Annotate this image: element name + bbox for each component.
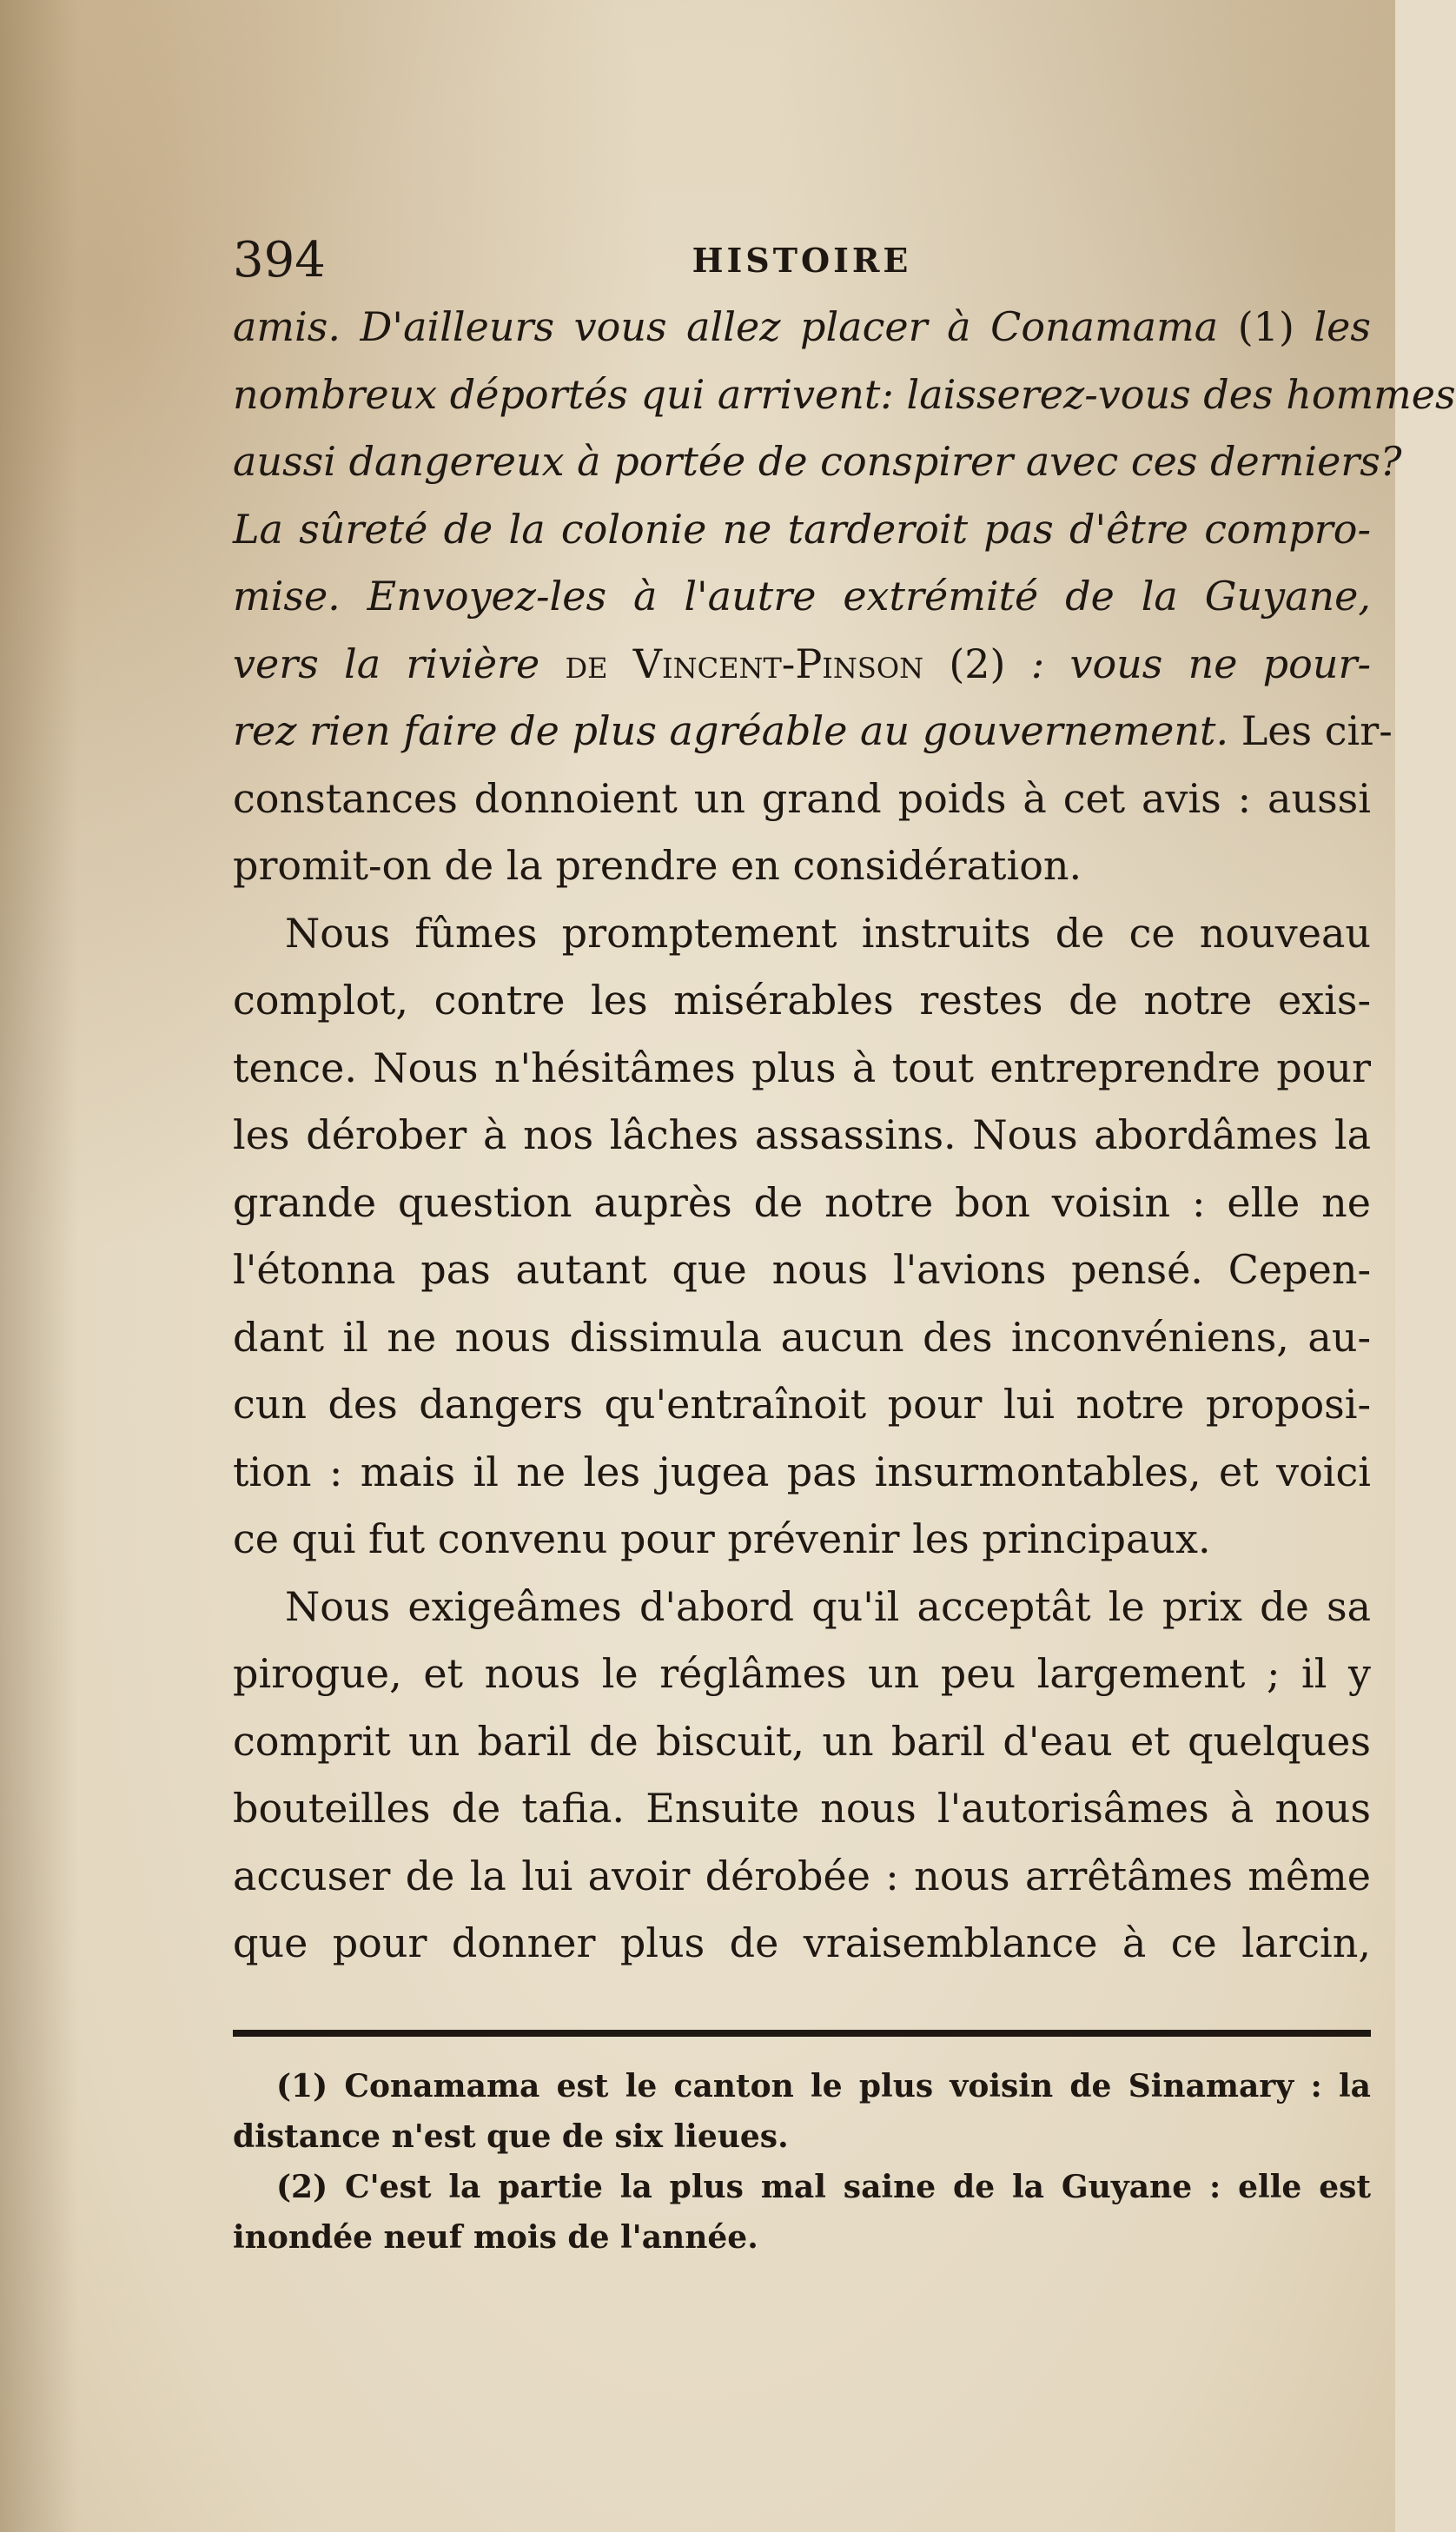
text-line [233,1170,1371,1237]
text-segment: dant il ne nous dissimula aucun des inconvéniens, au- [233,1313,1371,1361]
text-segment: tence. Nous n'hésitâmes plus à tout entreprendre pour [233,1044,1371,1091]
text-segment: complot, contre les misérables restes de notre exis- [233,977,1371,1024]
body-text [233,294,1456,1978]
text-segment: que pour donner plus de vraisemblance à ce larcin, [233,1919,1371,1966]
text-line [233,832,1371,900]
text-line [233,361,1456,429]
text-segment: rez rien faire de plus agréable au gouvernement. [233,707,1241,754]
text-segment: comprit un baril de biscuit, un baril d'eau et quelques [233,1717,1371,1765]
text-segment: les dérober à nos lâches assassins. Nous abordâmes la [233,1111,1371,1158]
text-segment: accuser de la lui avoir dérobée : nous arrêtâmes même [233,1852,1371,1899]
text-segment: (2) [949,640,1031,687]
text-segment: grande question auprès de notre bon voisin : elle ne [233,1178,1371,1226]
page-number: 394 [233,232,326,288]
text-line [233,1843,1371,1911]
text-segment: Les cir- [1241,707,1393,754]
text-segment: (1) [1237,303,1314,350]
text-line [233,1640,1371,1708]
text-segment: Nous exigeâmes d'abord qu'il acceptât le prix de sa [285,1582,1371,1630]
text-segment: bouteilles de tafia. Ensuite nous l'autorisâmes à nous [233,1785,1371,1832]
text-segment: Nous fûmes promptement instruits de ce nouveau [285,909,1371,957]
footnote-line: (1) Conamama est le canton le plus voisin de Sinamary : la [276,2068,1371,2104]
text-line [233,1775,1371,1843]
text-segment: cun des dangers qu'entraînoit pour lui notre proposi- [233,1381,1371,1428]
page-header [233,233,1371,294]
footnote-line: (2) C'est la partie la plus mal saine de la Guyane : elle est [276,2169,1371,2205]
text-line [233,428,1402,496]
text-segment: les [1314,303,1372,350]
text-line [233,1035,1371,1103]
text-segment: promit-on de la prendre en considération. [233,842,1082,889]
text-line [233,1708,1371,1776]
text-segment: aussi dangereux à portée de conspirer avec ces derniers? [233,438,1402,485]
text-segment: de Vincent-Pinson [565,640,950,687]
text-line [233,766,1371,833]
text-segment: vers la rivière [233,640,566,687]
text-line [233,900,1371,968]
page-gutter-shadow [0,0,78,2532]
text-line [233,1439,1371,1507]
text-segment: nombreux déportés qui arrivent: laisserez-vous des hommes [233,370,1456,418]
text-segment: mise. Envoyez-les à l'autre extrémité de la Guyane, [233,573,1371,620]
text-segment: l'étonna pas autant que nous l'avions pensé. Cepen- [233,1246,1371,1293]
text-line [233,1574,1371,1641]
footnote-line: distance n'est que de six lieues. [233,2118,789,2155]
text-line [233,294,1371,361]
text-line [233,967,1371,1035]
text-segment: constances donnoient un grand poids à cet avis : aussi [233,774,1371,822]
text-line [233,496,1371,564]
text-segment: La sûreté de la colonie ne tarderoit pas d'être compro- [233,505,1371,553]
text-segment: ce qui fut convenu pour prévenir les principaux. [233,1515,1211,1562]
text-segment: pirogue, et nous le réglâmes un peu largement ; il y [233,1650,1371,1697]
text-line [233,563,1371,631]
text-line [233,1506,1371,1574]
running-title: HISTOIRE [692,241,912,280]
text-line [233,1236,1371,1304]
text-segment: : vous ne pour- [1030,640,1371,687]
text-line [233,631,1371,699]
text-line [233,1371,1371,1439]
footnote-line: inondée neuf mois de l'année. [233,2219,758,2256]
text-line [233,698,1393,766]
text-line [233,1910,1371,1978]
text-line [233,1102,1371,1170]
footnotes [233,2061,1371,2263]
text-segment: amis. D'ailleurs vous allez placer à Conamama [233,303,1238,350]
text-line [233,1304,1371,1372]
footnote-rule [233,2030,1371,2037]
text-segment: tion : mais il ne les jugea pas insurmontables, et voici [233,1448,1371,1495]
